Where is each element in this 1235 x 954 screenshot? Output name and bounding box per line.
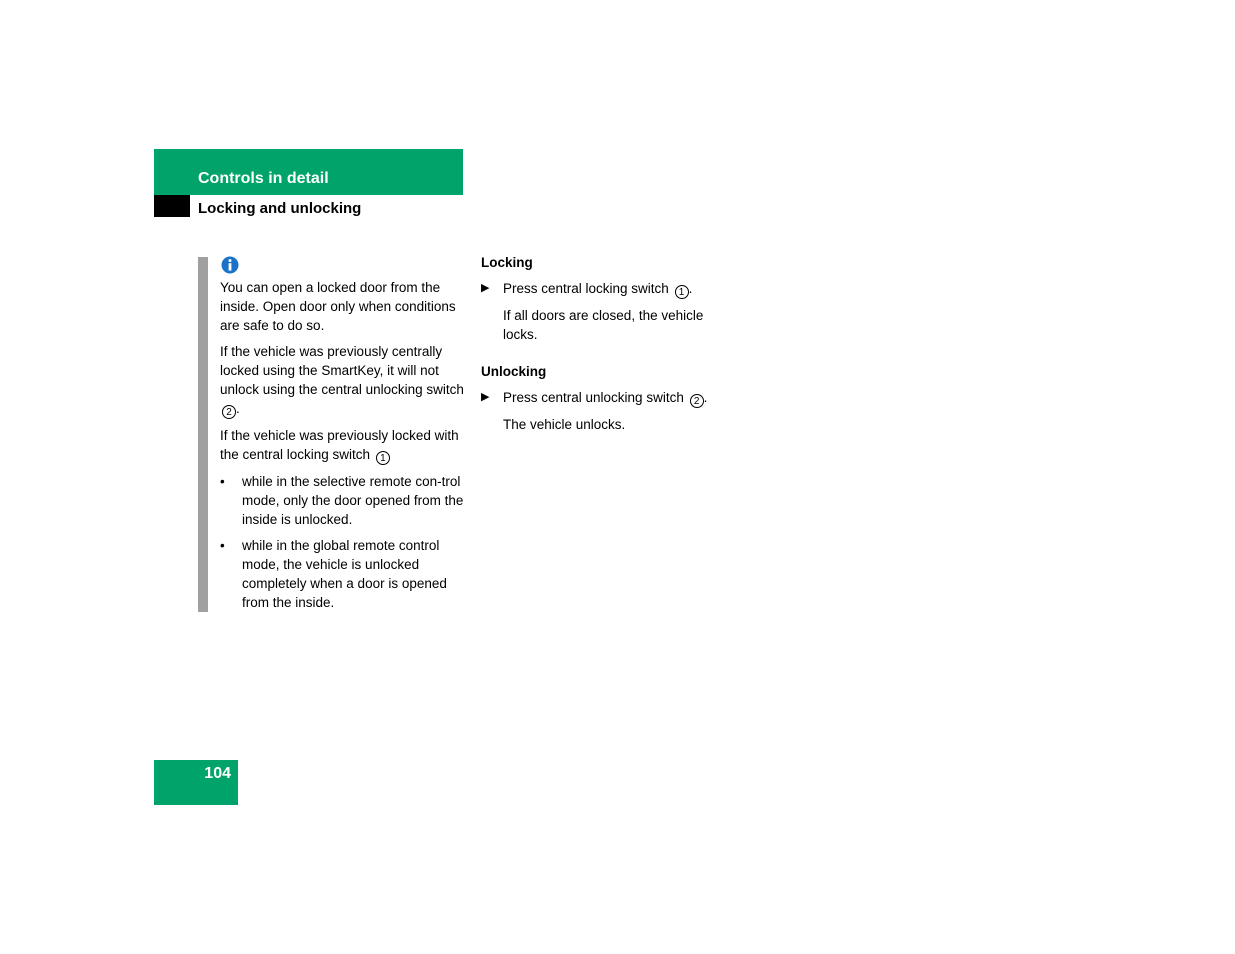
unlocking-result: The vehicle unlocks. [503, 417, 626, 432]
info-paragraph-2-text: If the vehicle was previously centrally locked using the SmartKey, it will not unlock using the central unlocking switch [220, 344, 464, 397]
unlock-switch-ref-icon: 2 [690, 394, 704, 408]
lock-switch-ref-icon: 1 [376, 451, 390, 465]
instructions [481, 253, 731, 452]
info-note-bar [198, 257, 208, 612]
page-number-box [154, 760, 238, 805]
locking-step-end: . [688, 281, 693, 296]
info-note [220, 278, 466, 619]
list-item [220, 472, 466, 529]
list-item [220, 536, 466, 612]
unlocking-step [481, 388, 731, 408]
list-item-text: while in the global remote control mode, the vehicle is unlocked completely when a door is opened from the inside. [242, 538, 447, 610]
page-number: 104 [204, 765, 231, 782]
step-arrow-icon: ▶ [481, 282, 490, 294]
info-paragraph-3-text: If the vehicle was previously locked with the central locking switch [220, 428, 459, 462]
info-paragraph-3 [220, 426, 466, 465]
chapter-title: Controls in detail [198, 170, 329, 187]
info-paragraph-2 [220, 342, 466, 419]
bullet-icon: • [220, 474, 225, 489]
info-paragraph-2-end: . [236, 401, 240, 416]
locking-result: If all doors are closed, the vehicle locks. [503, 308, 704, 342]
info-icon [221, 256, 239, 274]
unlocking-step-text: Press central unlocking switch [503, 390, 684, 405]
locking-step-text: Press central locking switch [503, 281, 669, 296]
chapter-header-bar [154, 149, 463, 195]
step-arrow-icon: ▶ [481, 391, 490, 403]
unlocking-step-end: . [703, 390, 708, 405]
section-title: Locking and unlocking [198, 200, 362, 217]
info-paragraph-1: You can open a locked door from the inside. Open door only when conditions are safe to do so. [220, 280, 456, 333]
locking-heading: Locking [481, 255, 533, 270]
locking-step [481, 279, 731, 299]
section-marker [154, 195, 190, 217]
unlocking-heading: Unlocking [481, 364, 547, 379]
unlock-switch-ref-icon: 2 [222, 405, 236, 419]
bullet-icon: • [220, 538, 225, 553]
list-item-text: while in the selective remote con-trol mode, only the door opened from the inside is unlocked. [242, 474, 464, 527]
lock-switch-ref-icon: 1 [675, 285, 689, 299]
